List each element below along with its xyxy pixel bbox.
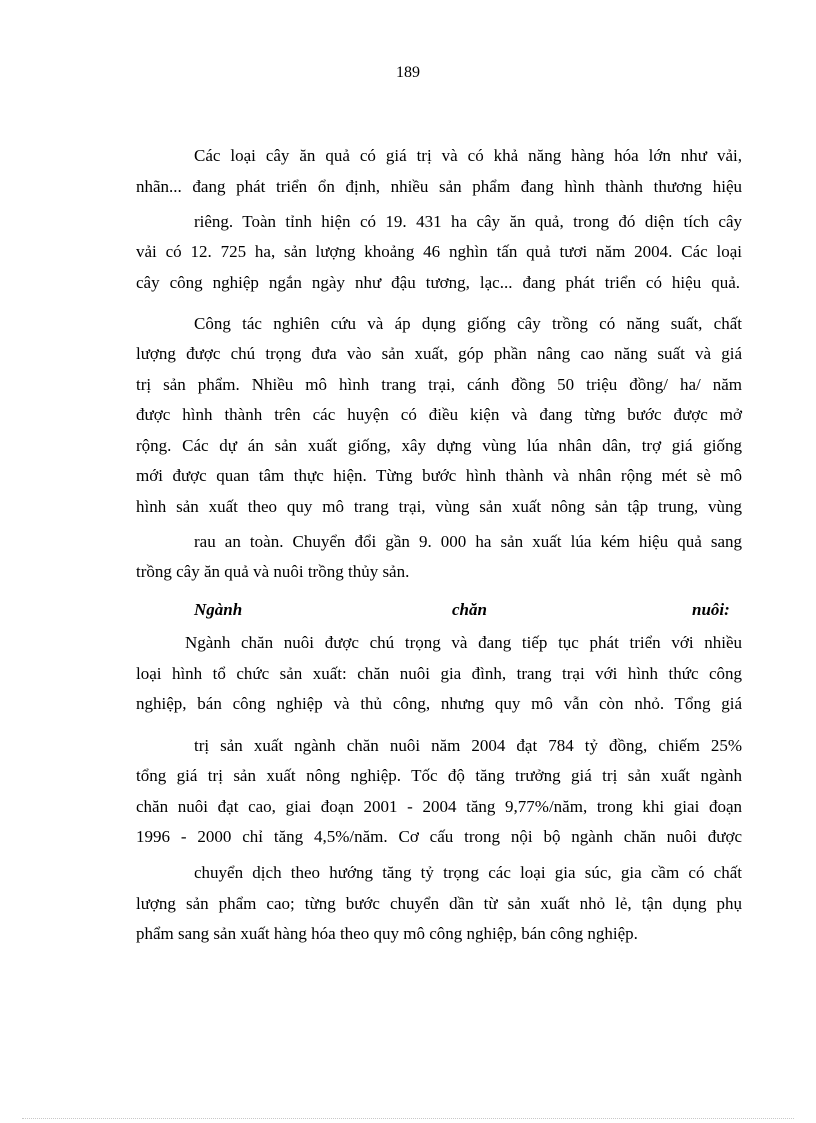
text-line: cây công nghiệp ngắn ngày như đậu tương, lạc... đang phát triển có hiệu quả. <box>136 273 740 292</box>
text-line: phẩm sang sản xuất hàng hóa theo quy mô công nghiệp, bán công nghiệp. <box>136 924 638 943</box>
text-line: trị sản phẩm. Nhiều mô hình trang trại, cánh đồng 50 triệu đồng/ ha/ năm <box>136 375 742 394</box>
text-line: được hình thành trên các huyện có điều kiện và đang từng bước được mở <box>136 405 742 424</box>
text-line: Công tác nghiên cứu và áp dụng giống cây trồng có năng suất, chất <box>194 314 742 333</box>
heading-word: nuôi: <box>692 600 730 619</box>
text-line: hình sản xuất theo quy mô trang trại, vùng sản xuất nông sản tập trung, vùng <box>136 497 742 516</box>
page-number: 189 <box>396 64 420 81</box>
text-line: riêng. Toàn tỉnh hiện có 19. 431 ha cây ăn quả, trong đó diện tích cây <box>194 212 742 231</box>
text-line: rau an toàn. Chuyển đổi gần 9. 000 ha sản xuất lúa kém hiệu quả sang <box>194 532 742 551</box>
text-line: chuyển dịch theo hướng tăng tỷ trọng các loại gia súc, gia cầm có chất <box>194 863 742 882</box>
heading-word: Ngành <box>194 600 243 619</box>
text-line: 1996 - 2000 chỉ tăng 4,5%/năm. Cơ cấu trong nội bộ ngành chăn nuôi được <box>136 827 742 846</box>
text-line: rộng. Các dự án sản xuất giống, xây dựng vùng lúa nhân dân, trợ giá giống <box>136 436 742 455</box>
heading-word: chăn <box>452 600 487 619</box>
text-line: Các loại cây ăn quả có giá trị và có khả năng hàng hóa lớn như vải, <box>194 146 742 165</box>
text-line: tổng giá trị sản xuất nông nghiệp. Tốc độ tăng trưởng giá trị sản xuất ngành <box>136 766 742 785</box>
text-line: trị sản xuất ngành chăn nuôi năm 2004 đạt 784 tỷ đồng, chiếm 25% <box>194 736 742 755</box>
text-line: nhãn... đang phát triển ổn định, nhiều sản phẩm đang hình thành thương hiệu <box>136 177 742 196</box>
text-line: mới được quan tâm thực hiện. Từng bước hình thành và nhân rộng mét sè mô <box>136 466 742 485</box>
text-line: trồng cây ăn quả và nuôi trồng thủy sản. <box>136 562 410 581</box>
text-line: lượng sản phẩm cao; từng bước chuyển dần từ sản xuất nhỏ lẻ, tận dụng phụ <box>136 894 742 913</box>
page-bottom-rule <box>22 1118 794 1119</box>
text-line: lượng được chú trọng đưa vào sản xuất, góp phần nâng cao năng suất và giá <box>136 344 742 363</box>
text-line: Ngành chăn nuôi được chú trọng và đang tiếp tục phát triển với nhiều <box>185 633 742 652</box>
text-line: nghiệp, bán công nghiệp và thủ công, nhưng quy mô vẫn còn nhỏ. Tổng giá <box>136 694 742 713</box>
text-line: vải có 12. 725 ha, sản lượng khoảng 46 nghìn tấn quả tươi năm 2004. Các loại <box>136 242 742 261</box>
text-line: loại hình tổ chức sản xuất: chăn nuôi gia đình, trang trại với hình thức công <box>136 664 742 683</box>
text-line: chăn nuôi đạt cao, giai đoạn 2001 - 2004 tăng 9,77%/năm, trong khi giai đoạn <box>136 797 742 816</box>
